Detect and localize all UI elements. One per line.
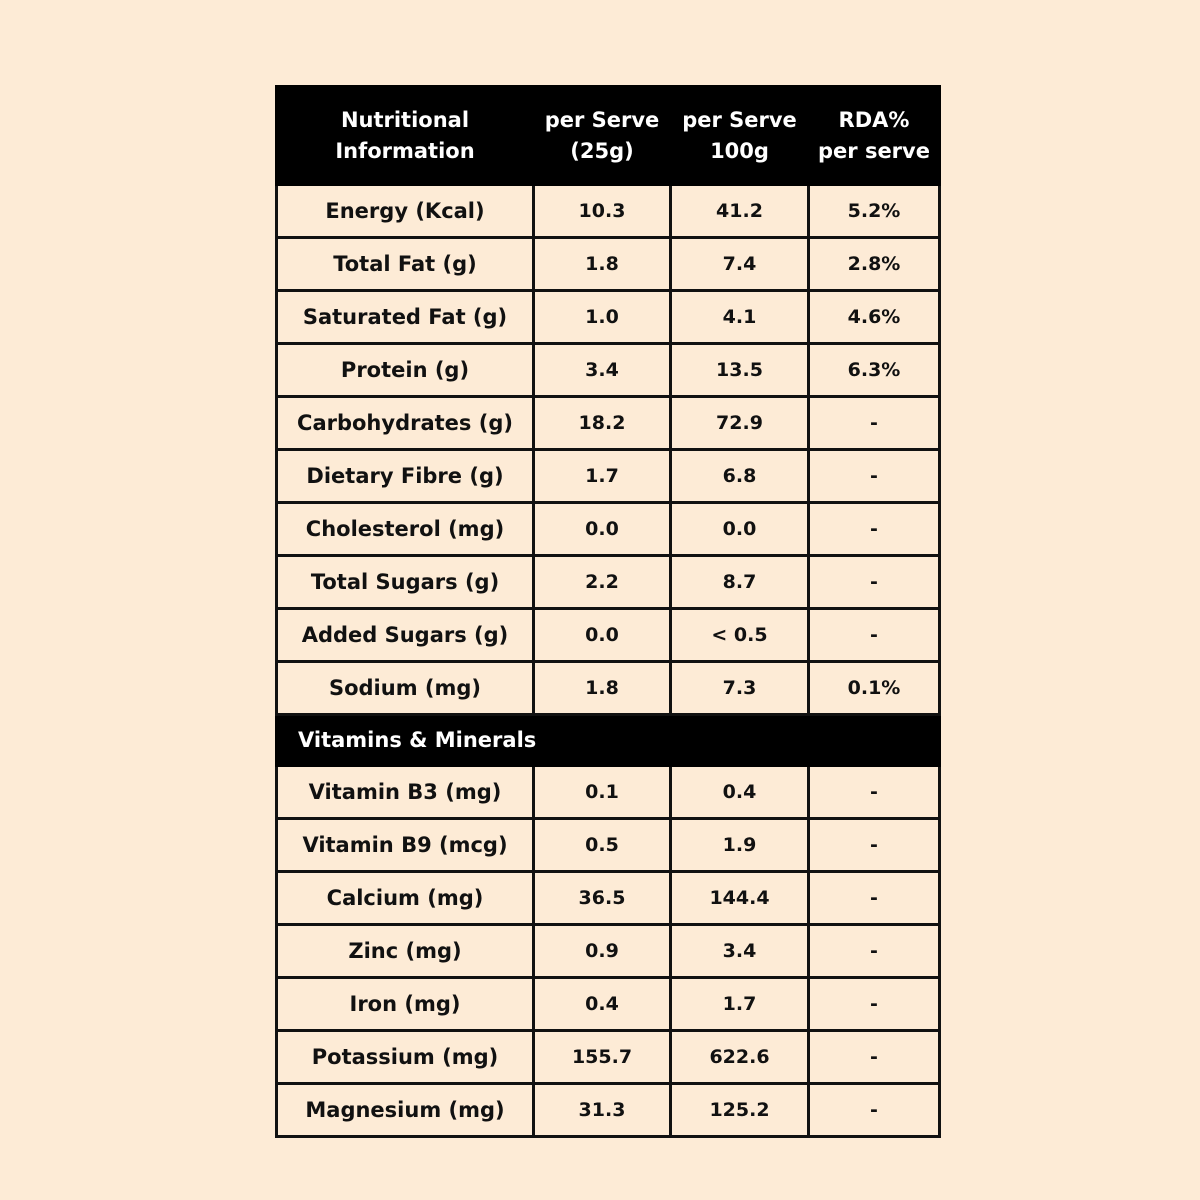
per-100g-value: 125.2 [671, 1084, 809, 1137]
nutrient-name: Zinc (mg) [277, 925, 534, 978]
rda-value: 5.2% [809, 185, 940, 238]
nutrient-name: Potassium (mg) [277, 1031, 534, 1084]
per-100g-value: 1.7 [671, 978, 809, 1031]
header-row [277, 87, 940, 185]
header-rda-percent: RDA% per serve [809, 87, 940, 185]
per-100g-value: 6.8 [671, 450, 809, 503]
section-title-vitamins-minerals: Vitamins & Minerals [277, 715, 940, 766]
header-nutritional-information: Nutritional Information [277, 87, 534, 185]
table-row [277, 185, 940, 238]
nutrient-name: Vitamin B9 (mcg) [277, 819, 534, 872]
rda-value: 4.6% [809, 291, 940, 344]
table-row [277, 291, 940, 344]
per-100g-value: 622.6 [671, 1031, 809, 1084]
per-serve-value: 0.4 [534, 978, 671, 1031]
header-per-serve-25g: per Serve (25g) [534, 87, 671, 185]
rda-value: - [809, 1084, 940, 1137]
nutrient-name: Magnesium (mg) [277, 1084, 534, 1137]
per-100g-value: 7.4 [671, 238, 809, 291]
per-100g-value: 1.9 [671, 819, 809, 872]
table-row [277, 238, 940, 291]
per-serve-value: 155.7 [534, 1031, 671, 1084]
per-serve-value: 36.5 [534, 872, 671, 925]
per-100g-value: 4.1 [671, 291, 809, 344]
nutrient-name: Sodium (mg) [277, 662, 534, 715]
per-100g-value: 0.0 [671, 503, 809, 556]
rda-value: - [809, 925, 940, 978]
rda-value: - [809, 978, 940, 1031]
per-serve-value: 1.0 [534, 291, 671, 344]
per-serve-value: 31.3 [534, 1084, 671, 1137]
rda-value: 2.8% [809, 238, 940, 291]
per-serve-value: 1.8 [534, 238, 671, 291]
table-row [277, 397, 940, 450]
per-serve-value: 10.3 [534, 185, 671, 238]
per-serve-value: 1.7 [534, 450, 671, 503]
nutrient-name: Energy (Kcal) [277, 185, 534, 238]
table-row [277, 978, 940, 1031]
rda-value: - [809, 766, 940, 819]
nutrient-name: Saturated Fat (g) [277, 291, 534, 344]
rda-value: - [809, 397, 940, 450]
per-100g-value: 144.4 [671, 872, 809, 925]
rda-value: - [809, 1031, 940, 1084]
rda-value: - [809, 609, 940, 662]
nutrient-name: Iron (mg) [277, 978, 534, 1031]
per-serve-value: 0.1 [534, 766, 671, 819]
table-header [277, 87, 940, 185]
nutrient-name: Total Sugars (g) [277, 556, 534, 609]
table-row [277, 609, 940, 662]
table-row [277, 872, 940, 925]
table-row [277, 819, 940, 872]
per-100g-value: < 0.5 [671, 609, 809, 662]
per-100g-value: 0.4 [671, 766, 809, 819]
section-header-row [277, 715, 940, 766]
per-serve-value: 18.2 [534, 397, 671, 450]
per-serve-value: 0.5 [534, 819, 671, 872]
per-100g-value: 8.7 [671, 556, 809, 609]
per-serve-value: 0.0 [534, 503, 671, 556]
per-serve-value: 0.9 [534, 925, 671, 978]
rda-value: - [809, 450, 940, 503]
per-100g-value: 7.3 [671, 662, 809, 715]
nutrient-name: Protein (g) [277, 344, 534, 397]
per-serve-value: 1.8 [534, 662, 671, 715]
table-row [277, 450, 940, 503]
table-row [277, 766, 940, 819]
table-body [277, 185, 940, 1137]
table-row [277, 662, 940, 715]
rda-value: - [809, 872, 940, 925]
per-100g-value: 3.4 [671, 925, 809, 978]
table-row [277, 344, 940, 397]
table-row [277, 925, 940, 978]
header-per-serve-100g: per Serve 100g [671, 87, 809, 185]
rda-value: - [809, 556, 940, 609]
table-row [277, 556, 940, 609]
per-serve-value: 2.2 [534, 556, 671, 609]
nutrient-name: Calcium (mg) [277, 872, 534, 925]
per-100g-value: 13.5 [671, 344, 809, 397]
nutrient-name: Vitamin B3 (mg) [277, 766, 534, 819]
rda-value: 0.1% [809, 662, 940, 715]
nutrition-facts-table [275, 85, 941, 1138]
nutrient-name: Dietary Fibre (g) [277, 450, 534, 503]
nutrient-name: Added Sugars (g) [277, 609, 534, 662]
nutrient-name: Cholesterol (mg) [277, 503, 534, 556]
per-100g-value: 41.2 [671, 185, 809, 238]
per-serve-value: 0.0 [534, 609, 671, 662]
rda-value: 6.3% [809, 344, 940, 397]
table-row [277, 503, 940, 556]
nutrient-name: Total Fat (g) [277, 238, 534, 291]
nutrient-name: Carbohydrates (g) [277, 397, 534, 450]
rda-value: - [809, 819, 940, 872]
per-serve-value: 3.4 [534, 344, 671, 397]
table-row [277, 1031, 940, 1084]
rda-value: - [809, 503, 940, 556]
table-row [277, 1084, 940, 1137]
per-100g-value: 72.9 [671, 397, 809, 450]
